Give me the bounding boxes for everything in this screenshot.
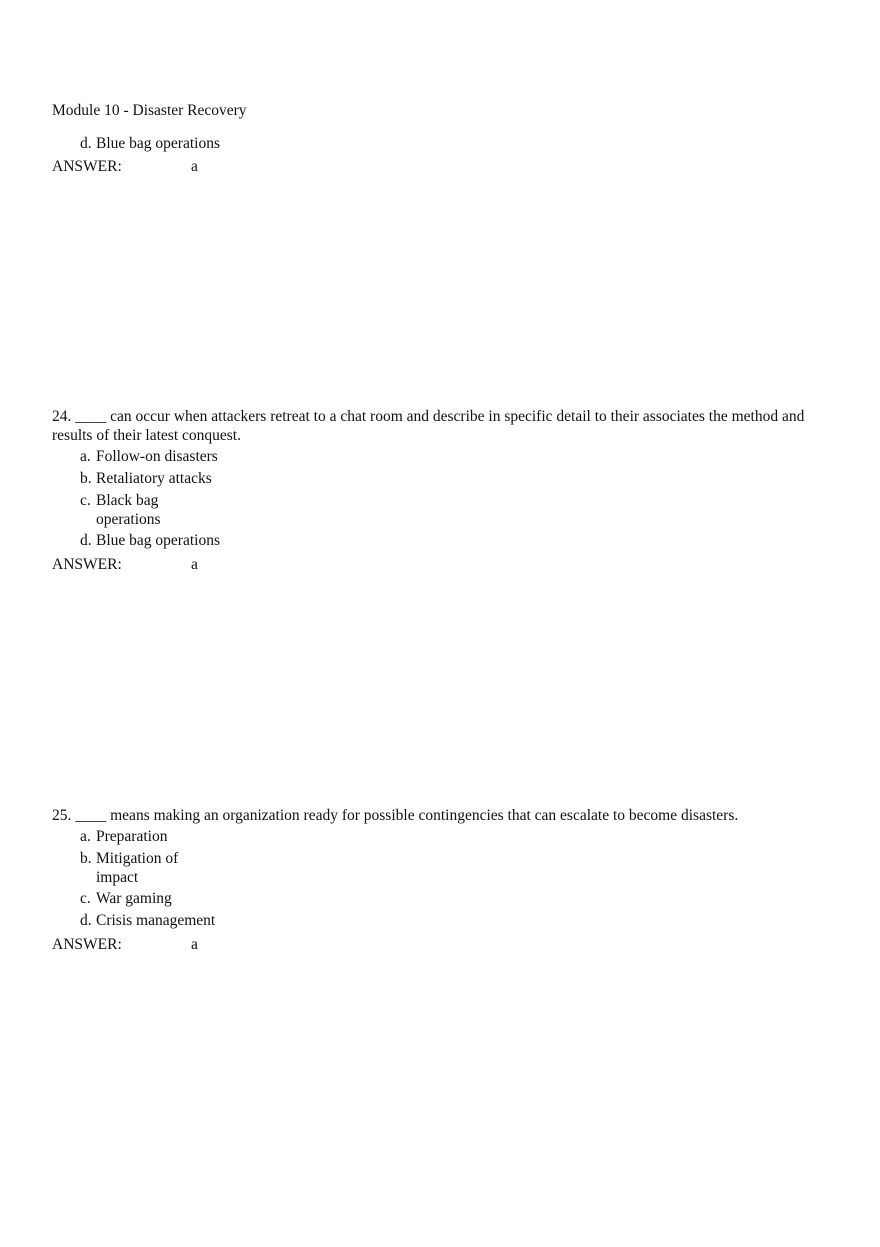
option-text: Crisis management <box>96 912 216 929</box>
option-text: Retaliatory attacks <box>96 470 212 487</box>
option-letter: d. <box>80 135 92 152</box>
q25-option-a <box>80 827 167 846</box>
q25-option-d <box>80 911 215 930</box>
q25-option-c <box>80 889 172 908</box>
option-text: Black bag operations <box>96 492 161 528</box>
question-25-stem: 25. ____ means making an organization ready for possible contingencies that can escalate to become disasters. <box>52 807 739 824</box>
option-text: Blue bag operations <box>96 135 220 152</box>
answer-label: ANSWER: <box>52 936 122 953</box>
option-d <box>80 134 220 153</box>
option-letter: d. <box>80 912 92 929</box>
answer-value: a <box>191 158 198 175</box>
option-text: Follow-on disasters <box>96 448 218 465</box>
option-letter: a. <box>80 828 91 845</box>
option-letter: d. <box>80 532 92 549</box>
option-text: Blue bag operations <box>96 532 220 549</box>
option-letter: c. <box>80 492 91 509</box>
option-letter: a. <box>80 448 91 465</box>
answer-label: ANSWER: <box>52 158 122 175</box>
option-letter: b. <box>80 850 92 867</box>
option-letter: c. <box>80 890 91 907</box>
answer-value: a <box>191 556 198 573</box>
q25-option-b <box>80 849 186 887</box>
q24-option-a <box>80 447 218 466</box>
option-text: Preparation <box>96 828 168 845</box>
q24-option-c <box>80 491 186 529</box>
option-text: Mitigation of impact <box>96 850 179 886</box>
answer-value: a <box>191 936 198 953</box>
option-letter: b. <box>80 470 92 487</box>
page-header: Module 10 - Disaster Recovery <box>52 102 247 119</box>
answer-label: ANSWER: <box>52 556 122 573</box>
q24-option-b <box>80 469 212 488</box>
question-24-stem: 24. ____ can occur when attackers retreat to a chat room and describe in specific detail to their associates the method and results of their latest conquest. <box>52 408 805 444</box>
option-text: War gaming <box>96 890 172 907</box>
q24-option-d <box>80 531 220 550</box>
